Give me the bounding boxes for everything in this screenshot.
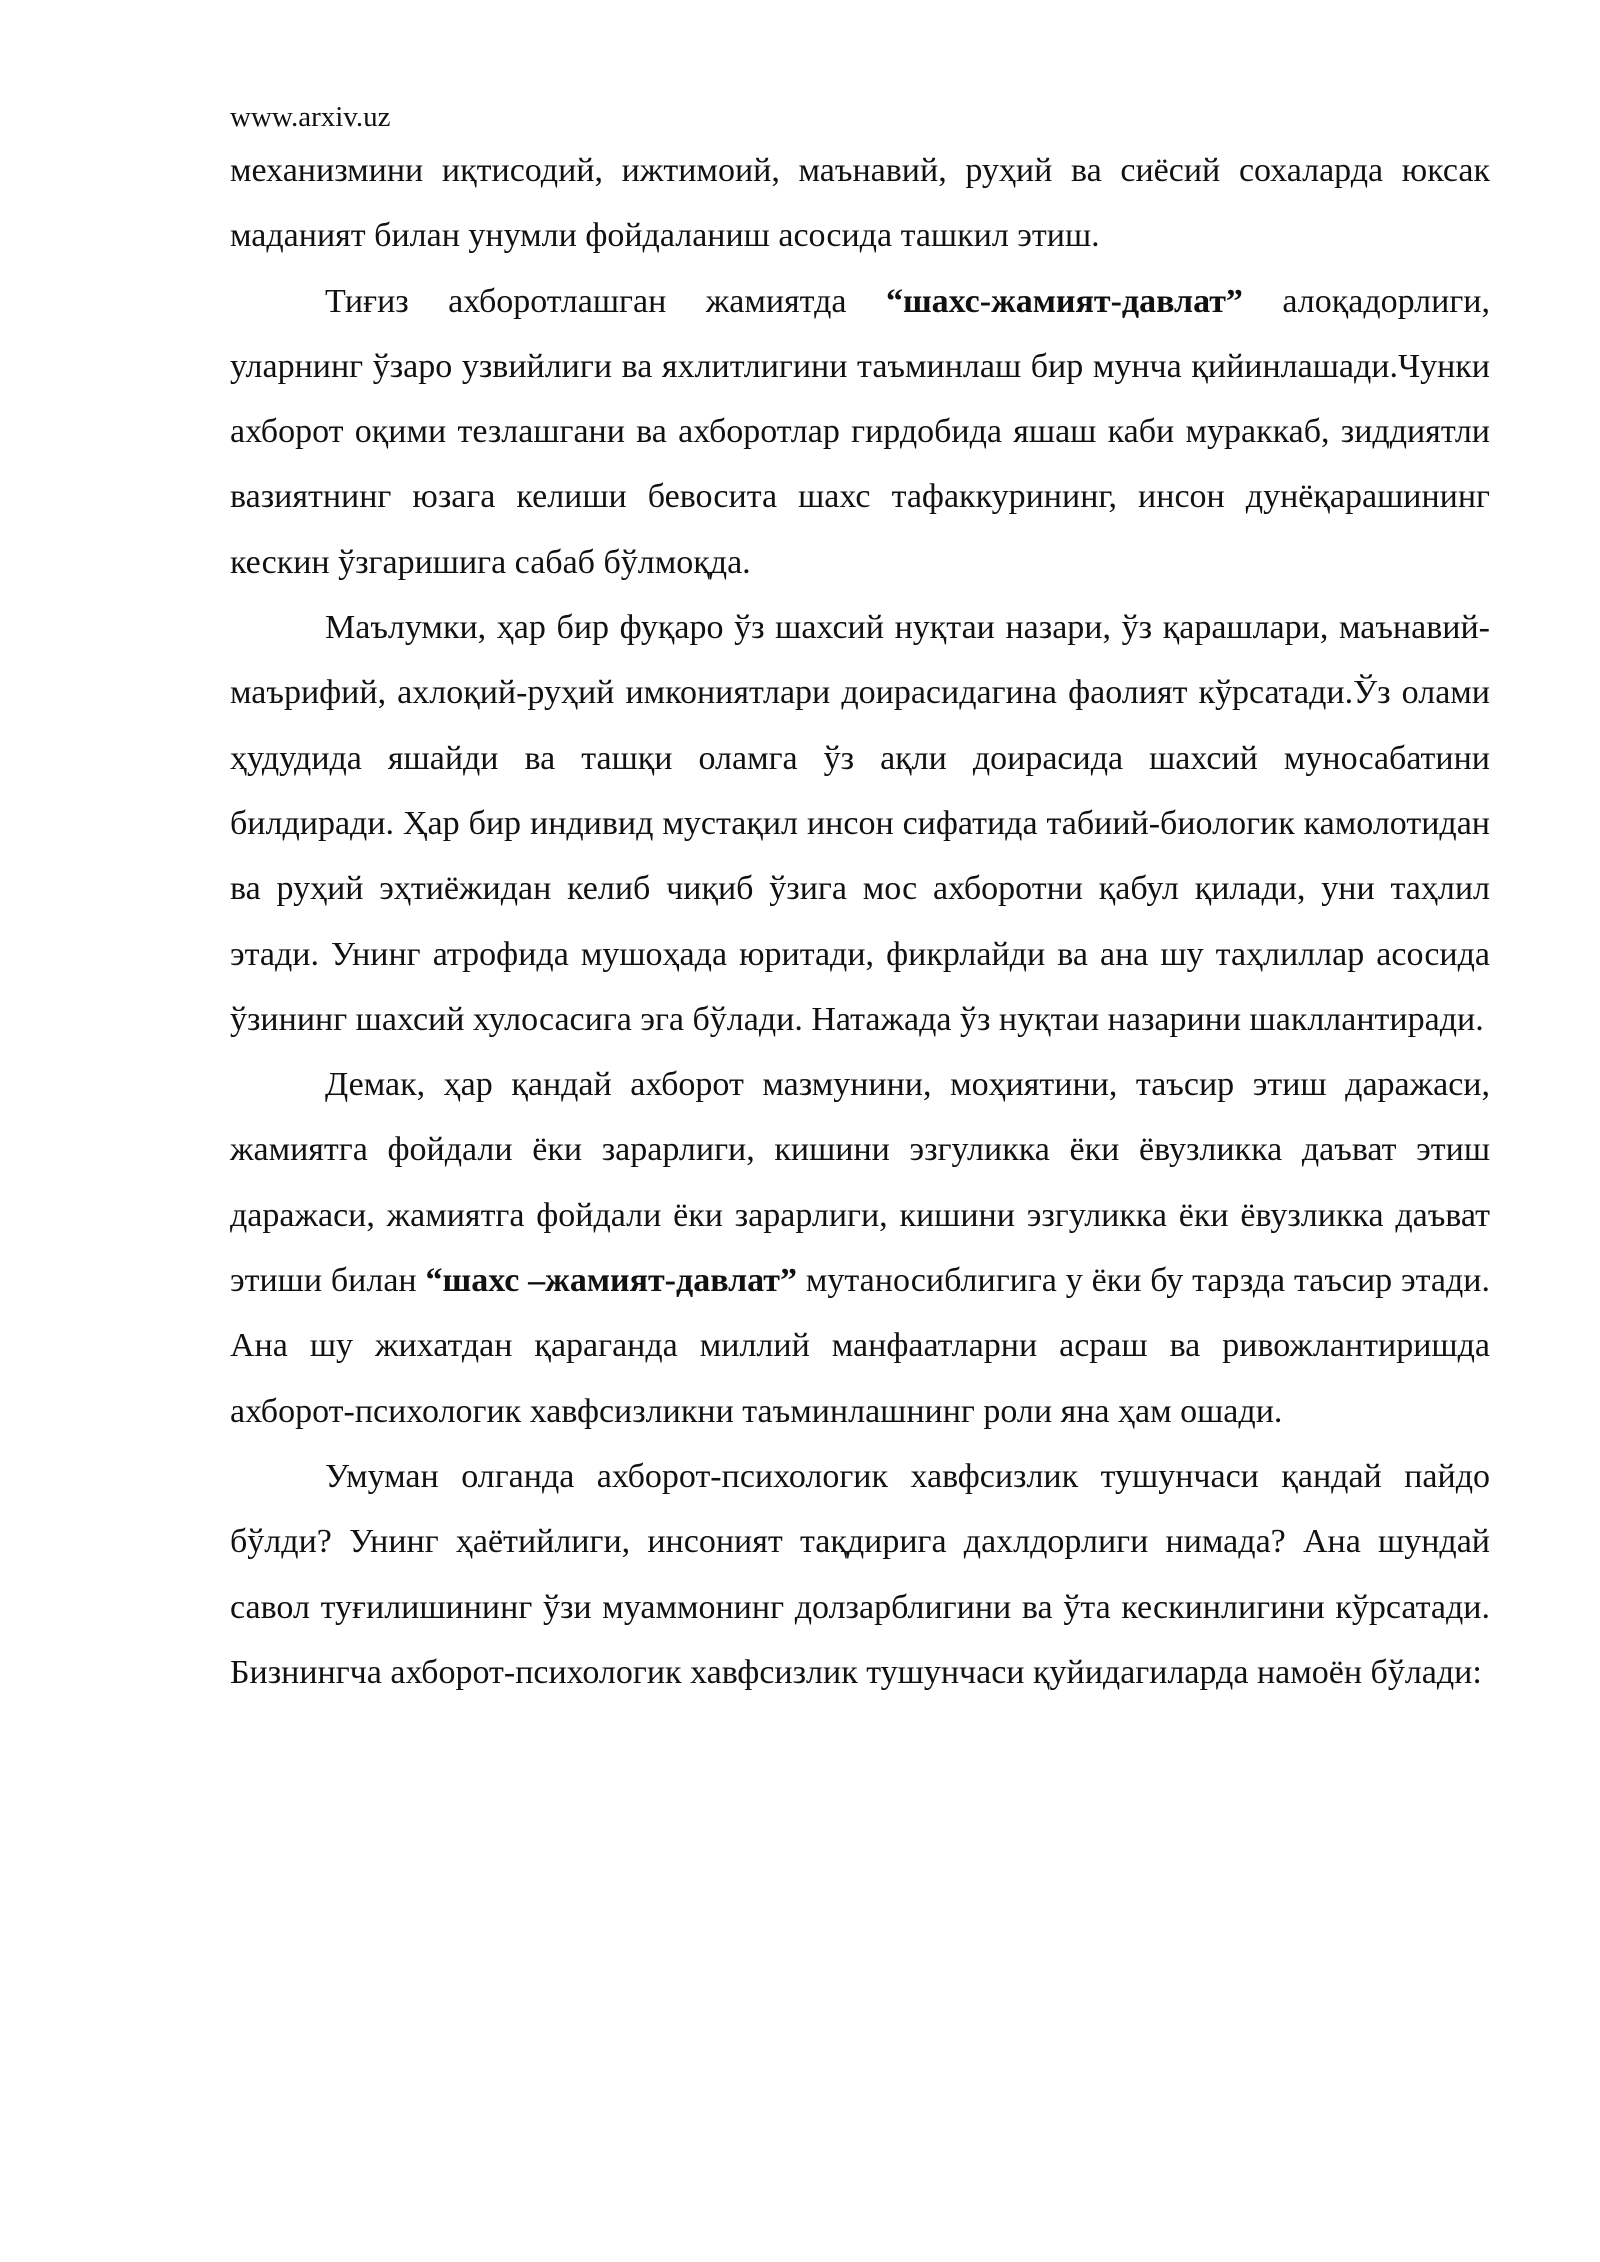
paragraph-5-text: Умуман олганда ахборот-психологик хавфсизлик тушунчаси қандай пайдо бўлди? Унинг ҳаётийлиги, инсоният тақдирига дахлдорлиги нимада? Ана шундай савол туғилишининг ўзи муаммонинг долзарблигини ва ўта кескинлигини кўрсатади. Бизнингча ахборот-психологик хавфсизлик тушунчаси қуйидагиларда намоён бўлади: xyxy=(230,1457,1490,1691)
paragraph-1-text: механизмини иқтисодий, ижтимоий, маънавий, руҳий ва сиёсий сохаларда юксак маданият билан унумли фойдаланиш асосида ташкил этиш. xyxy=(230,152,1490,255)
paragraph-4-text-a: Демак, ҳар қандай ахборот мазмунини, моҳиятини, таъсир этиш даражаси, жамиятга фойдали ёки зарарлиги, кишини эзгуликка ёки ёвузликка даъват этиш даражаси, жамиятга фойдали ёки зарарлиги, кишини эзгуликка ёки ёвузликка даъват этиши билан xyxy=(230,1066,1490,1300)
paragraph-3-text: Маълумки, ҳар бир фуқаро ўз шахсий нуқтаи назари, ўз қарашлари, маънавий-маърифий, ахлоқий-руҳий имкониятлари доирасидагина фаолият кўрсатади.Ўз олами ҳудудида яшайди ва ташқи оламга ўз ақли доирасида шахсий муносабатини билдиради. Ҳар бир индивид мустақил инсон сифатида табиий-биологик камолотидан ва руҳий эҳтиёжидан келиб чиқиб ўзига мос ахборотни қабул қилади, уни таҳлил этади. Унинг атрофида мушоҳада юритади, фикрлайди ва ана шу таҳлиллар асосида ўзининг шахсий хулосасига эга бўлади. Натажада ўз нуқтаи назарини шакллантиради. xyxy=(230,609,1490,1038)
paragraph-5 xyxy=(230,1444,1490,1705)
paragraph-3 xyxy=(230,595,1490,1052)
paragraph-4 xyxy=(230,1052,1490,1444)
site-url-header: www.arxiv.uz xyxy=(230,101,391,133)
paragraph-2-bold-term: “шахс-жамият-давлат” xyxy=(885,282,1243,320)
paragraph-2 xyxy=(230,269,1490,595)
paragraph-2-text-b: алоқадорлиги, уларнинг ўзаро узвийлиги ва яхлитлигини таъминлаш бир мунча қийинлашади.Чунки ахборот оқими тезлашгани ва ахборотлар гирдобида яшаш каби мураккаб, зиддиятли вазиятнинг юзага келиши бевосита шахс тафаккурининг, инсон дунёқарашининг кескин ўзгаришига сабаб бўлмоқда. xyxy=(230,282,1490,581)
paragraph-1 xyxy=(230,138,1490,269)
paragraph-2-text-a: Тиғиз ахборотлашган жамиятда xyxy=(325,282,886,320)
paragraph-4-text-b: мутаносиблигига у ёки бу тарзда таъсир этади. Ана шу жихатдан қараганда миллий манфаатларни асраш ва ривожлантиришда ахборот-психологик хавфсизликни таъминлашнинг роли яна ҳам ошади. xyxy=(230,1262,1490,1430)
document-page xyxy=(230,96,1490,1705)
paragraph-4-bold-term: “шахс –жамият-давлат” xyxy=(425,1262,798,1300)
